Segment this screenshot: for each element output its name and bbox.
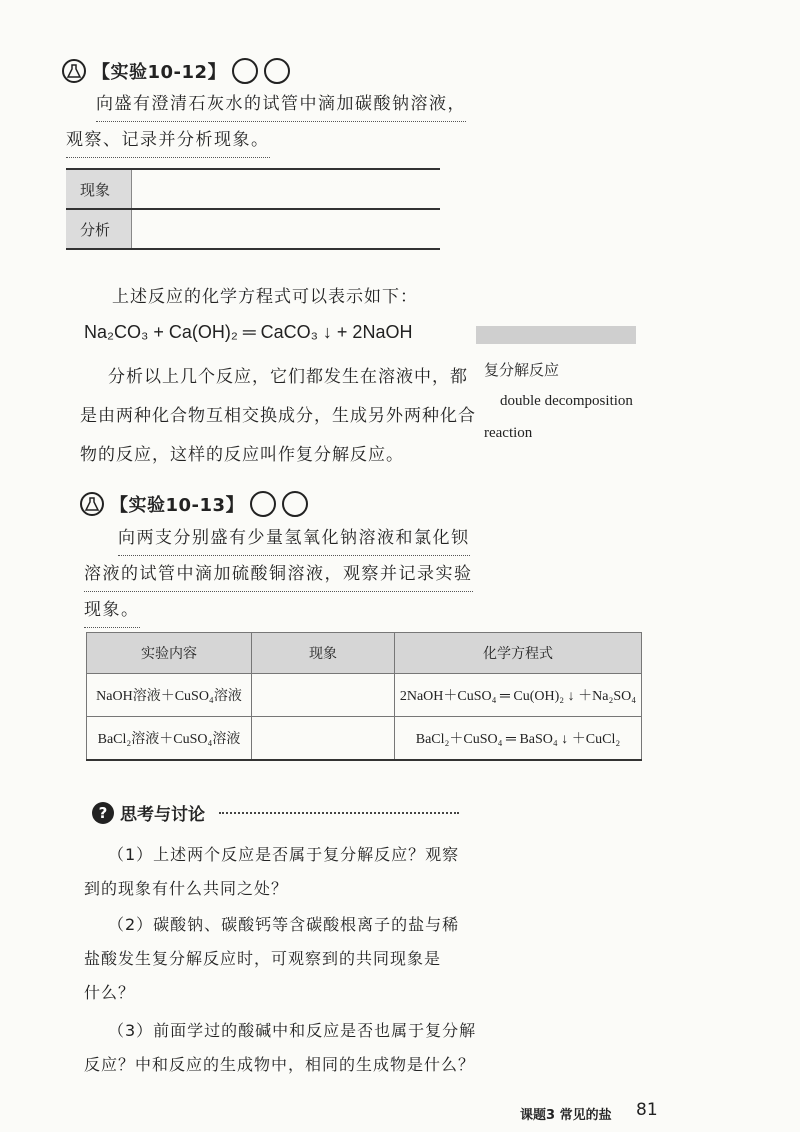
experiment-title: 【实验10-12】 [92, 62, 227, 83]
experiment-title: 【实验10-13】 [110, 495, 245, 516]
question-1-line-2: 到的现象有什么共同之处？ [84, 879, 289, 898]
instruction-line: 向盛有澄清石灰水的试管中滴加碳酸钠溶液， [96, 88, 466, 122]
hand-wash-icon [282, 491, 308, 517]
instruction-line: 现象。 [84, 594, 140, 628]
chemical-equation: Na₂CO₃ + Ca(OH)₂ ═ CaCO₃ ↓ + 2NaOH [84, 322, 413, 342]
sidenote-term-zh: 复分解反应 [484, 363, 560, 379]
definition-line-1: 分析以上几个反应，它们都发生在溶液中，都 [108, 367, 468, 387]
definition-line-3: 物的反应，这样的反应叫作复分解反应。 [80, 445, 404, 465]
phenomenon-cell [252, 674, 395, 717]
row-label: 分析 [66, 209, 132, 249]
experiment-instruction-2 [66, 124, 270, 158]
instruction-line: 观察、记录并分析现象。 [66, 124, 270, 158]
question-icon: ? [92, 802, 114, 824]
table-row [66, 169, 440, 209]
question-3-line-2: 反应？中和反应的生成物中，相同的生成物是什么？ [84, 1055, 476, 1074]
sidenote-term-en-2: reaction [484, 425, 533, 441]
experiment-instruction-2 [84, 558, 473, 592]
definition-line-2: 是由两种化合物互相交换成分，生成另外两种化合 [80, 406, 476, 426]
table-row [66, 209, 440, 249]
equation-cell: BaCl₂＋CuSO₄ ═ BaSO₄ ↓ ＋CuCl₂ [395, 717, 642, 761]
experiment-content-cell: BaCl₂溶液＋CuSO₄溶液 [87, 717, 252, 761]
question-2-line-2: 盐酸发生复分解反应时，可观察到的共同现象是 [84, 949, 442, 968]
discussion-header [92, 800, 459, 825]
experiment-instruction [118, 522, 470, 556]
table-row [87, 674, 642, 717]
column-header: 实验内容 [87, 633, 252, 674]
instruction-line: 向两支分别盛有少量氢氧化钠溶液和氯化钡 [118, 522, 470, 556]
question-3-line-1: （3）前面学过的酸碱中和反应是否也属于复分解 [108, 1021, 477, 1040]
analysis-cell [132, 209, 441, 249]
hand-wash-icon [264, 58, 290, 84]
table-header-row [87, 633, 642, 674]
sidenote-bar [476, 326, 636, 344]
dotted-rule [219, 812, 459, 814]
sidenote-term-en: double decomposition [500, 393, 633, 409]
column-header: 现象 [252, 633, 395, 674]
column-header: 化学方程式 [395, 633, 642, 674]
experiment-instruction-3 [84, 594, 140, 628]
flask-icon [80, 492, 104, 516]
equation-intro: 上述反应的化学方程式可以表示如下： [112, 287, 418, 307]
goggles-icon [232, 58, 258, 84]
row-label: 现象 [66, 169, 132, 209]
running-footer: 课题3 常见的盐 [520, 1108, 612, 1123]
experiment-10-13-header [80, 491, 308, 517]
discussion-title: 思考与讨论 [120, 805, 205, 825]
instruction-line: 溶液的试管中滴加硫酸铜溶液，观察并记录实验 [84, 558, 473, 592]
question-2-line-1: （2）碳酸钠、碳酸钙等含碳酸根离子的盐与稀 [108, 915, 460, 934]
question-2-line-3: 什么？ [84, 983, 136, 1002]
experiment-content-cell: NaOH溶液＋CuSO₄溶液 [87, 674, 252, 717]
page-number: 81 [636, 1100, 658, 1120]
experiment-instruction [96, 88, 466, 122]
phenomenon-cell [252, 717, 395, 761]
table-row [87, 717, 642, 761]
question-1-line-1: （1）上述两个反应是否属于复分解反应？观察 [108, 845, 460, 864]
flask-icon [62, 59, 86, 83]
observation-table [66, 168, 440, 250]
observation-cell [132, 169, 441, 209]
goggles-icon [250, 491, 276, 517]
equation-cell: 2NaOH＋CuSO₄ ═ Cu(OH)₂ ↓ ＋Na₂SO₄ [395, 674, 642, 717]
results-table [86, 632, 642, 761]
experiment-10-12-header [62, 58, 290, 84]
